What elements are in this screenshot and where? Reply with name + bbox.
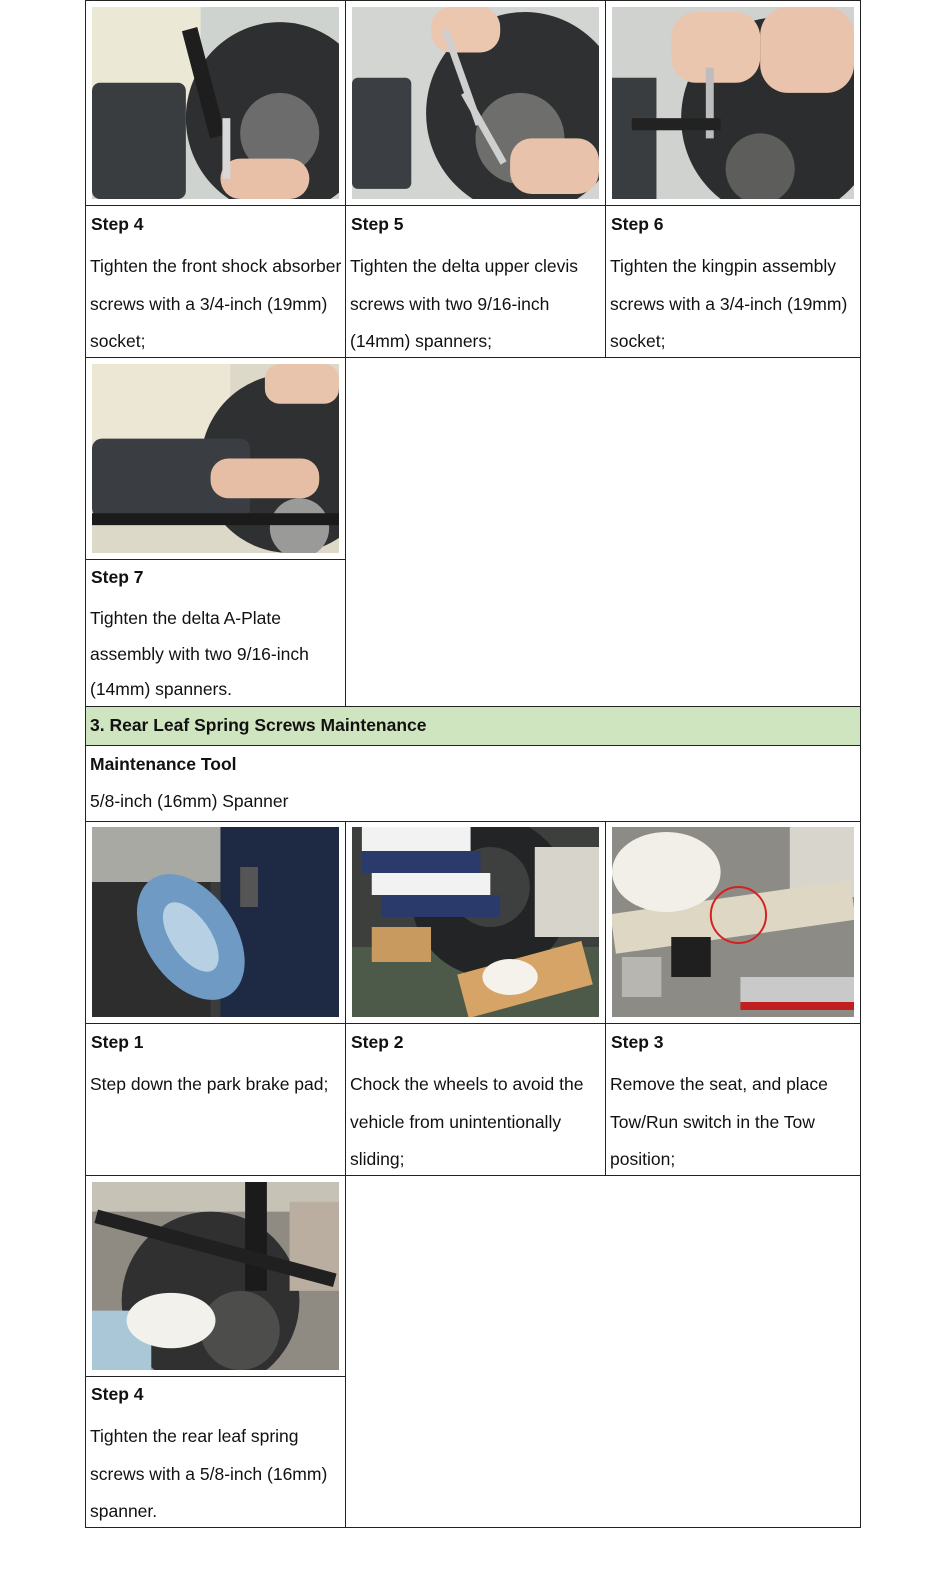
empty-cell	[345, 358, 861, 707]
photo-cell	[345, 821, 606, 1024]
photo-row	[85, 0, 861, 206]
delta-a-plate-photo	[92, 364, 339, 553]
photo-cell	[605, 0, 861, 206]
step-cell	[85, 559, 346, 707]
photo-cell	[85, 821, 346, 1024]
step-description: Chock the wheels to avoid the vehicle from unintentionally sliding;	[350, 1074, 584, 1169]
step-row	[85, 1024, 861, 1176]
maintenance-tool-heading: Maintenance Tool	[90, 754, 237, 774]
photo-row	[85, 821, 861, 1024]
step-title: Step 6	[611, 214, 664, 234]
section-title: 3. Rear Leaf Spring Screws Maintenance	[90, 715, 427, 735]
step-title: Step 4	[91, 214, 144, 234]
step-title: Step 3	[611, 1032, 664, 1052]
step-description: Remove the seat, and place Tow/Run switch in the Tow position;	[610, 1074, 828, 1169]
wheel-chock-photo	[352, 827, 599, 1017]
step-description: Tighten the delta A-Plate assembly with two 9/16-inch (14mm) spanners.	[90, 608, 309, 699]
tow-run-switch-photo	[612, 827, 854, 1017]
step-cell	[85, 1024, 346, 1176]
rear-leaf-spring-photo	[92, 1182, 339, 1370]
step-cell	[605, 206, 861, 358]
step-row	[85, 358, 861, 707]
step-title: Step 7	[91, 567, 144, 587]
section-header	[85, 706, 861, 746]
photo-cell	[85, 0, 346, 206]
step-cell	[605, 1024, 861, 1176]
kingpin-assembly-photo	[612, 7, 854, 199]
front-shock-absorber-photo	[92, 7, 339, 199]
step-title: Step 4	[91, 1384, 144, 1404]
photo-cell	[605, 821, 861, 1024]
step-description: Tighten the rear leaf spring screws with a 5/8-inch (16mm) spanner.	[90, 1426, 328, 1521]
step-description: Tighten the delta upper clevis screws with two 9/16-inch (14mm) spanners;	[350, 256, 578, 351]
step-title: Step 2	[351, 1032, 404, 1052]
empty-cell	[345, 1176, 861, 1528]
step-description: Step down the park brake pad;	[90, 1074, 329, 1094]
photo-cell	[345, 0, 606, 206]
maintenance-tool-item: 5/8-inch (16mm) Spanner	[90, 791, 289, 811]
step-description: Tighten the front shock absorber screws with a 3/4-inch (19mm) socket;	[90, 256, 342, 351]
step-cell	[345, 206, 606, 358]
delta-upper-clevis-photo	[352, 7, 599, 199]
photo-cell	[85, 1176, 346, 1377]
photo-cell	[85, 358, 346, 560]
step-title: Step 5	[351, 214, 404, 234]
step-row	[85, 206, 861, 358]
step-row	[85, 1176, 861, 1528]
step-cell	[85, 1376, 346, 1528]
step-title: Step 1	[91, 1032, 144, 1052]
park-brake-pedal-photo	[92, 827, 339, 1017]
step-cell	[85, 206, 346, 358]
maintenance-tool-block	[85, 745, 861, 822]
step-cell	[345, 1024, 606, 1176]
step-description: Tighten the kingpin assembly screws with a 3/4-inch (19mm) socket;	[610, 256, 848, 351]
